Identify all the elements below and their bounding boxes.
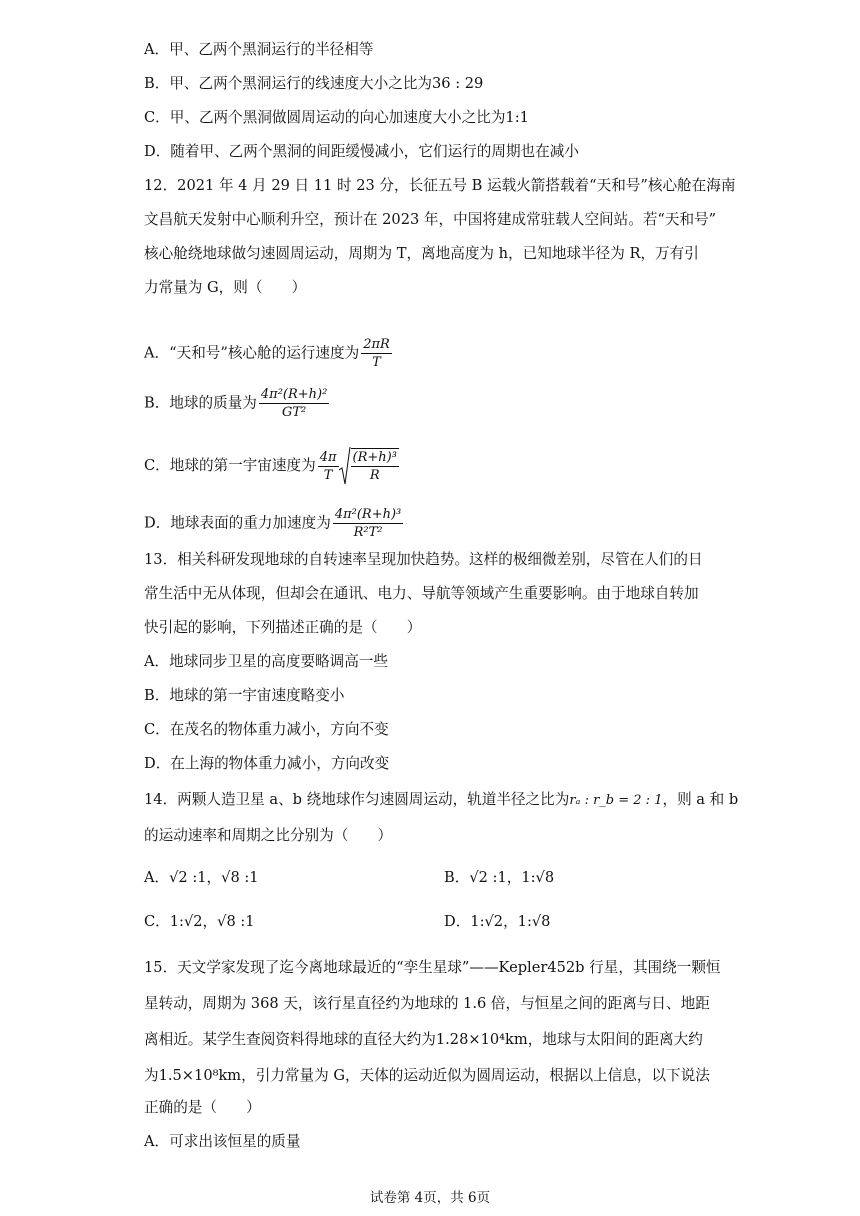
- option-c-prev: C．甲、乙两个黑洞做圆周运动的向心加速度大小之比为1:1: [144, 109, 529, 126]
- formula-d: [333, 506, 403, 541]
- formula-c: [318, 449, 339, 484]
- q13-line2: 常生活中无从体现，但却会在通讯、电力、导航等领域产生重要影响。由于地球自转加: [144, 585, 699, 602]
- formula-b-den: GT²: [281, 405, 307, 420]
- option-b-prev: B．甲、乙两个黑洞运行的线速度大小之比为36 : 29: [144, 75, 484, 92]
- q13-option-b: B．地球的第一宇宙速度略变小: [144, 687, 345, 704]
- q14-line1-text: 14．两颗人造卫星 a、b 绕地球作匀速圆周运动，轨道半径之比为: [144, 791, 570, 808]
- q14-option-d: D．1:√2，1:√8: [444, 913, 551, 930]
- option-d-prev: D．随着甲、乙两个黑洞的间距缓慢减小，它们运行的周期也在减小: [144, 143, 579, 160]
- radical-c: [339, 446, 399, 486]
- q12-option-b-text: B．地球的质量为: [144, 394, 257, 412]
- q12-line2: 文昌航天发射中心顺利升空，预计在 2023 年，中国将建成常驻载人空间站。若“天和号”: [144, 211, 717, 228]
- q12-option-c: [144, 446, 399, 486]
- q12-line3: 核心舱绕地球做匀速圆周运动，周期为 T，离地高度为 h，已知地球半径为 R，万有引: [144, 245, 699, 262]
- q13-line3: 快引起的影响，下列描述正确的是（ ）: [144, 619, 422, 636]
- q12-line1: 12．2021 年 4 月 29 日 11 时 23 分，长征五号 B 运载火箭搭载着“天和号”核心舱在海南: [144, 177, 736, 194]
- radical-icon: [339, 446, 351, 486]
- q15-option-a: A．可求出该恒星的质量: [144, 1133, 301, 1150]
- option-a-prev: A．甲、乙两个黑洞运行的半径相等: [144, 41, 374, 58]
- formula-a-den: T: [372, 355, 381, 370]
- formula-c-radicand-num: (R+h)³: [352, 450, 397, 465]
- formula-b-num: 4π²(R+h)²: [260, 387, 328, 402]
- q13-option-a: A．地球同步卫星的高度要略调高一些: [144, 653, 389, 670]
- q12-option-d: [144, 506, 403, 541]
- q13-option-c: C．在茂名的物体重力减小，方向不变: [144, 721, 389, 738]
- formula-b: [259, 386, 329, 421]
- q14-line2: 的运动速率和周期之比分别为（ ）: [144, 827, 393, 844]
- q12-option-c-text: C．地球的第一宇宙速度为: [144, 457, 316, 474]
- q12-option-d-text: D．地球表面的重力加速度为: [144, 514, 331, 532]
- q14-line1-tail: ，则 a 和 b: [662, 791, 739, 808]
- formula-a: [361, 336, 392, 371]
- q15-line1: 15．天文学家发现了迄今离地球最近的“孪生星球”——Kepler452b 行星，其围绕一颗恒: [144, 959, 721, 976]
- formula-a-num: 2πR: [363, 337, 390, 352]
- page-footer: 试卷第 4页，共 6页: [369, 1190, 491, 1206]
- formula-c-den: T: [323, 467, 333, 483]
- q12-option-b: [144, 386, 329, 421]
- q14-option-b: B．√2 :1，1:√8: [444, 869, 555, 886]
- formula-c-radicand-den: R: [369, 468, 380, 483]
- q13-option-d: D．在上海的物体重力减小，方向改变: [144, 755, 390, 772]
- formula-c-radicand: [351, 448, 399, 484]
- q12-option-a-text: A．“天和号”核心舱的运行速度为: [144, 344, 360, 362]
- q12-line4: 力常量为 G，则（ ）: [144, 279, 307, 296]
- q12-option-a: [144, 336, 392, 371]
- formula-d-num: 4π²(R+h)³: [334, 507, 402, 522]
- q14-line1: [144, 790, 738, 811]
- q14-option-c: C．1:√2，√8 :1: [144, 913, 255, 930]
- formula-c-num: 4π: [319, 449, 337, 465]
- q15-line4: 为1.5×10⁸km，引力常量为 G，天体的运动近似为圆周运动，根据以上信息，以下说法: [144, 1067, 710, 1084]
- q14-option-a: A．√2 :1，√8 :1: [144, 869, 259, 886]
- q15-line2: 星转动，周期为 368 天，该行星直径约为地球的 1.6 倍，与恒星之间的距离与日、地距: [144, 995, 710, 1012]
- q15-line5: 正确的是（ ）: [144, 1099, 261, 1116]
- q14-ratio: rₐ : r_b = 2 : 1: [569, 793, 663, 808]
- q13-line1: 13．相关科研发现地球的自转速率呈现加快趋势。这样的极细微差别，尽管在人们的日: [144, 551, 703, 568]
- formula-d-den: R²T²: [353, 525, 383, 540]
- q15-line3: 离相近。某学生查阅资料得地球的直径大约为1.28×10⁴km，地球与太阳间的距离大约: [144, 1031, 703, 1048]
